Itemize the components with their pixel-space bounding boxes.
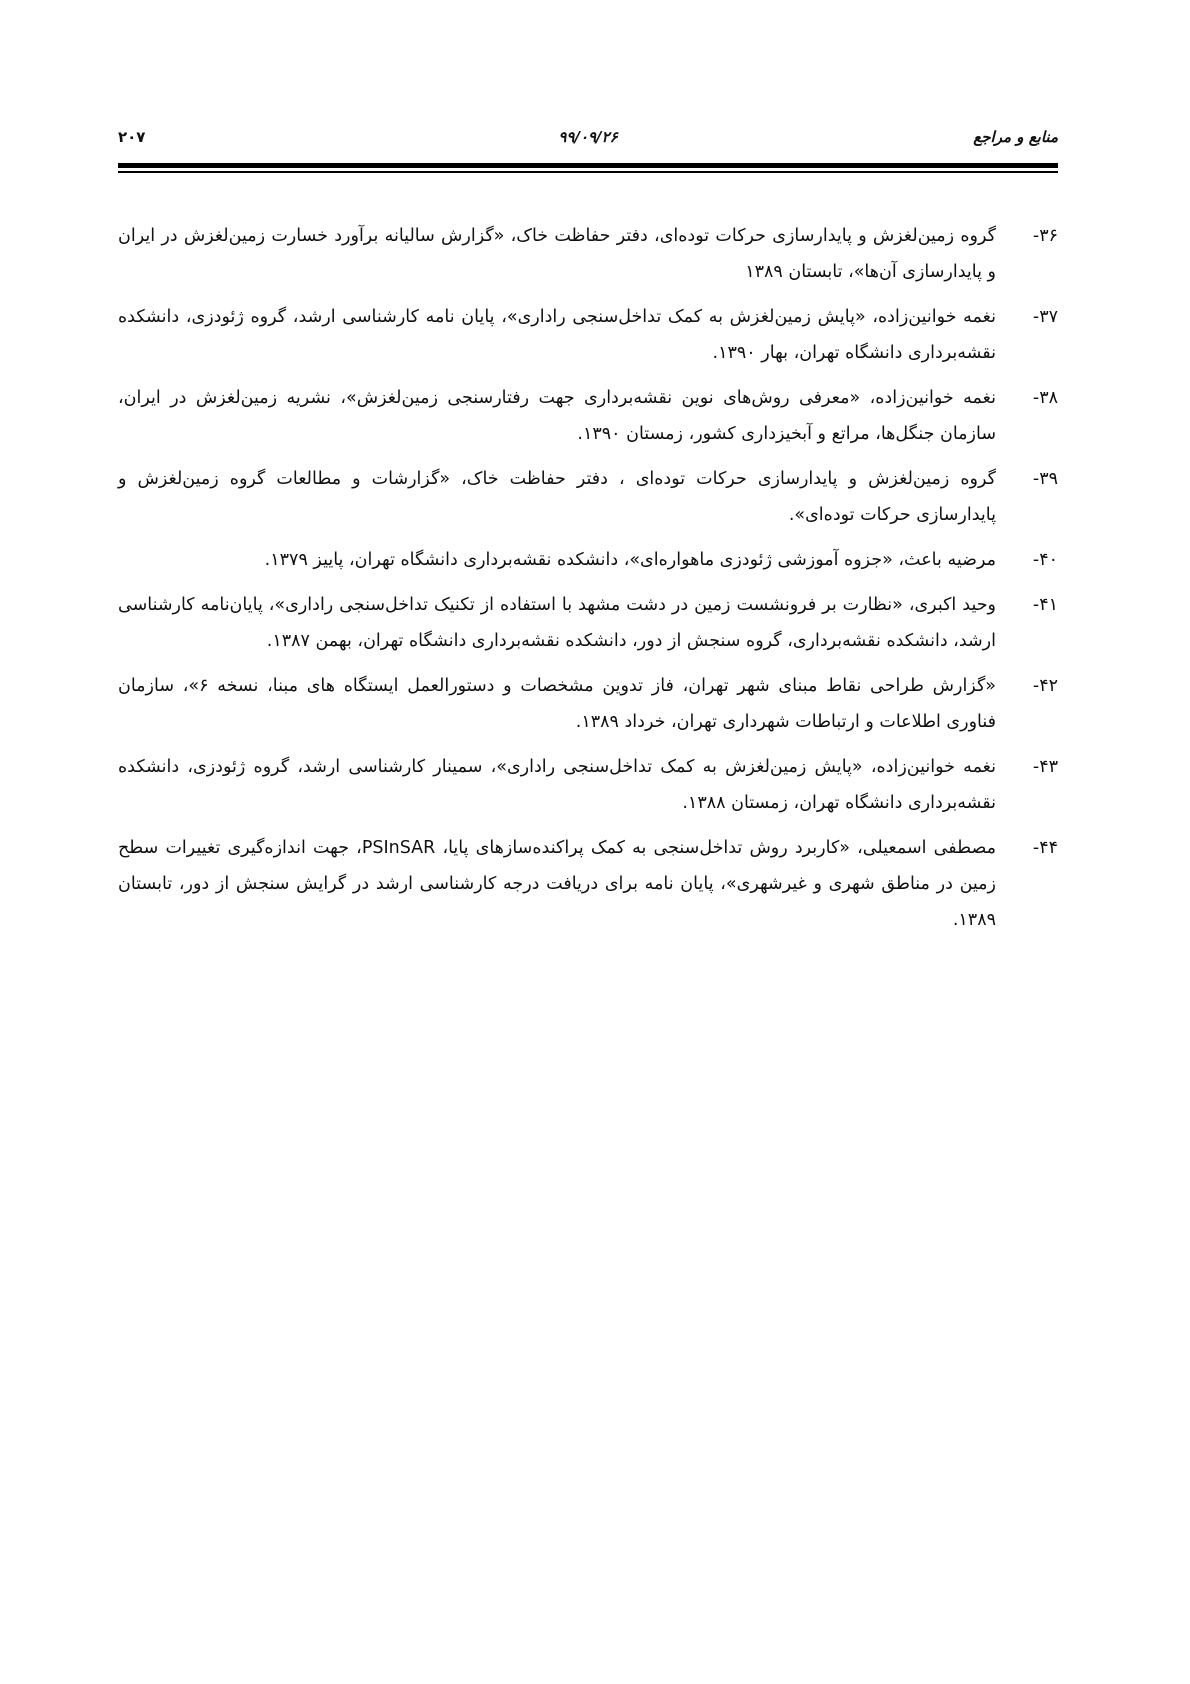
reference-text: نغمه خوانین‌زاده، «پایش زمین‌لغزش به کمک تداخل‌سنجی راداری»، پایان نامه کارشناسی ارشد، گروه ژئودزی، دانشکده نقشه‌برداری دانشگاه تهران، بهار ۱۳۹۰. <box>118 307 996 363</box>
reference-number: ۴۴- <box>1032 838 1058 858</box>
reference-number: ۴۰- <box>1032 550 1058 570</box>
reference-text: گروه زمین‌لغزش و پایدارسازی حرکات توده‌ای، دفتر حفاظت خاک، «گزارش سالیانه برآورد خسارت زمین‌لغزش در ایران و پایدارسازی آن‌ها»، تابستان ۱۳۸۹ <box>118 226 996 282</box>
reference-list <box>118 218 1058 947</box>
reference-item <box>118 749 1058 821</box>
reference-item <box>118 587 1058 659</box>
reference-number: ۳۷- <box>1032 307 1058 327</box>
reference-item <box>118 380 1058 452</box>
reference-item <box>118 542 1058 578</box>
reference-number: ۳۹- <box>1032 469 1058 489</box>
reference-text: نغمه خوانین‌زاده، «معرفی روش‌های نوین نقشه‌برداری جهت رفتارسنجی زمین‌لغزش»، نشریه زمین‌لغزش در ایران، سازمان جنگل‌ها، مراتع و آبخیزداری کشور، زمستان ۱۳۹۰. <box>118 388 996 444</box>
reference-item <box>118 830 1058 938</box>
header-date: ۹۹/۰۹/۲۶ <box>558 128 618 146</box>
page-number: ۲۰۷ <box>118 128 146 146</box>
page-header <box>118 128 1058 156</box>
header-rule-thick <box>118 163 1058 168</box>
reference-item <box>118 218 1058 290</box>
reference-text: «گزارش طراحی نقاط مبنای شهر تهران، فاز تدوین مشخصات و دستورالعمل ایستگاه های مبنا، نسخه ۶»، سازمان فناوری اطلاعات و ارتباطات شهرداری تهران، خرداد ۱۳۸۹. <box>118 676 996 732</box>
reference-item <box>118 668 1058 740</box>
reference-number: ۳۸- <box>1032 388 1058 408</box>
reference-number: ۴۱- <box>1032 595 1058 615</box>
header-rule-thin <box>118 171 1058 173</box>
reference-text: مرضیه باعث، «جزوه آموزشی ژئودزی ماهواره‌ای»، دانشکده نقشه‌برداری دانشگاه تهران، پاییز ۱۳۷۹. <box>264 550 996 570</box>
reference-text: وحید اکبری، «نظارت بر فرونشست زمین در دشت مشهد با استفاده از تکنیک تداخل‌سنجی راداری»، پایان‌نامه کارشناسی ارشد، دانشکده نقشه‌برداری، گروه سنجش از دور، دانشکده نقشه‌برداری دانشگاه تهران، بهمن ۱۳۸۷. <box>118 595 996 651</box>
reference-item <box>118 461 1058 533</box>
reference-item <box>118 299 1058 371</box>
reference-text: نغمه خوانین‌زاده، «پایش زمین‌لغزش به کمک تداخل‌سنجی راداری»، سمینار کارشناسی ارشد، گروه ژئودزی، دانشکده نقشه‌برداری دانشگاه تهران، زمستان ۱۳۸۸. <box>118 757 996 813</box>
reference-number: ۳۶- <box>1032 226 1058 246</box>
reference-number: ۴۳- <box>1032 757 1058 777</box>
reference-text: مصطفی اسمعیلی، «کاربرد روش تداخل‌سنجی به کمک پراکنده‌سازهای پایا، PSInSAR، جهت اندازه‌گیری تغییرات سطح زمین در مناطق شهری و غیرشهری»، پایان نامه برای دریافت درجه کارشناسی ارشد در گرایش سنجش از دور، تابستان ۱۳۸۹. <box>118 838 997 930</box>
reference-number: ۴۲- <box>1032 676 1058 696</box>
reference-text: گروه زمین‌لغزش و پایدارسازی حرکات توده‌ای ، دفتر حفاظت خاک، «گزارشات و مطالعات گروه زمین‌لغزش و پایدارسازی حرکات توده‌ای». <box>118 469 996 525</box>
running-title: منابع و مراجع <box>973 128 1058 146</box>
